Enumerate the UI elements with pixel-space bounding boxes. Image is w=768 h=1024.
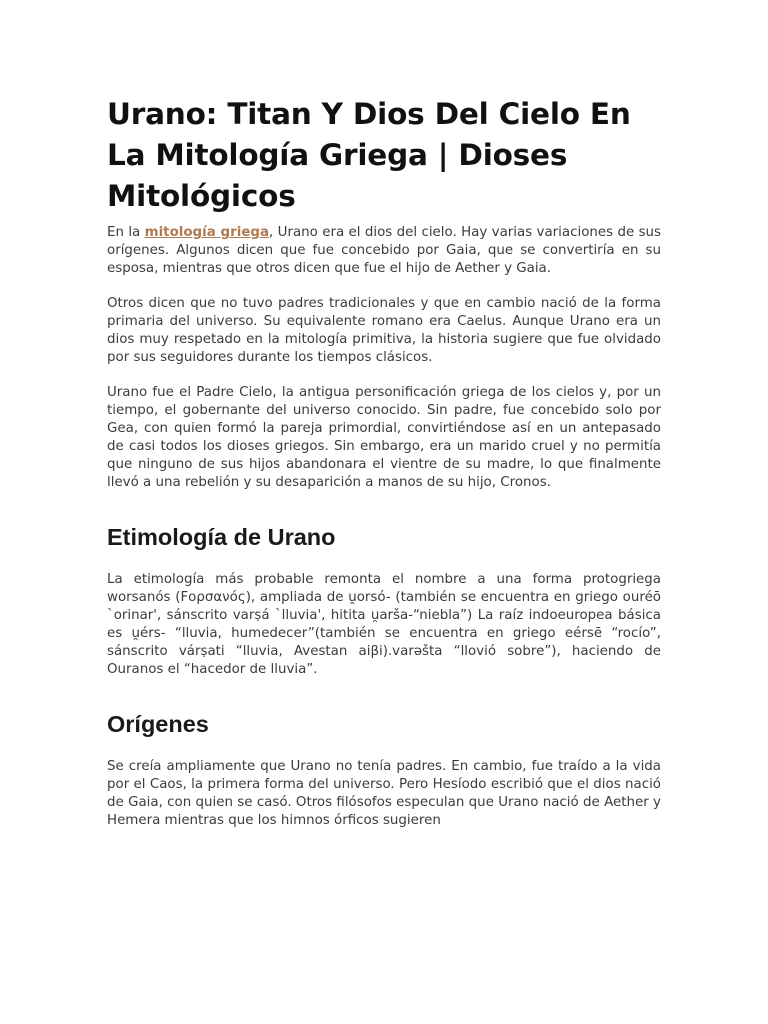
- paragraph-etimologia: La etimología más probable remonta el nombre a una forma protogriega worsanós (Ϝορσανός), ampliada de u̯orsó- (también se encuentra en griego ouréō `orinar', sánscrito varṣá `lluvia', hitita u̯arša-“niebla”) La raíz indoeuropea básica es u̯érs- “lluvia, humedecer”(también se encuentra en griego eérsē “rocío”, sánscrito várṣati “lluvia, Avestan aiβi).varəšta “llovió sobre”), haciendo de Ouranos el “hacedor de lluvia”.: [107, 572, 661, 677]
- paragraph-origenes: Se creía ampliamente que Urano no tenía padres. En cambio, fue traído a la vida por el Caos, la primera forma del universo. Pero Hesíodo escribió que el dios nació de Gaia, con quien se casó. Otros filósofos especulan que Urano nació de Aether y Hemera mientras que los himnos órficos sugieren: [107, 759, 661, 828]
- intro-text-end: , Urano era el dios del cielo. Hay varias variaciones de sus orígenes. Algunos dicen que fue concebido por Gaia, que se convertiría en su esposa, mientras que otros dicen que fue el hijo de Aether y Gaia.: [107, 225, 662, 276]
- page-title: Urano: Titan Y Dios Del Cielo En La Mitología Griega | Dioses Mitológicos: [107, 97, 631, 213]
- section-heading-etimologia: Etimología de Urano: [107, 524, 336, 550]
- intro-text-start: En la: [107, 225, 145, 240]
- section-heading-origenes: Orígenes: [107, 711, 209, 737]
- document-page: [107, 94, 661, 830]
- paragraph-padre-cielo: Urano fue el Padre Cielo, la antigua personificación griega de los cielos y, por un tiempo, el gobernante del universo conocido. Sin padre, fue concebido solo por Gea, con quien formó la pareja primordial, convirtiéndose así en un antepasado de casi todos los dioses griegos. Sin embargo, era un marido cruel y no permitía que ninguno de sus hijos abandonara el vientre de su madre, lo que finalmente llevó a una rebelión y su desaparición a manos de su hijo, Cronos.: [107, 385, 661, 490]
- intro-paragraph: [107, 224, 661, 278]
- mitologia-griega-link[interactable]: mitología griega: [144, 225, 270, 240]
- paragraph-origins-alt: Otros dicen que no tuvo padres tradicionales y que en cambio nació de la forma primaria del universo. Su equivalente romano era Caelus. Aunque Urano era un dios muy respetado en la mitología primitiva, la historia sugiere que fue olvidado por sus seguidores durante los tiempos clásicos.: [107, 296, 661, 365]
